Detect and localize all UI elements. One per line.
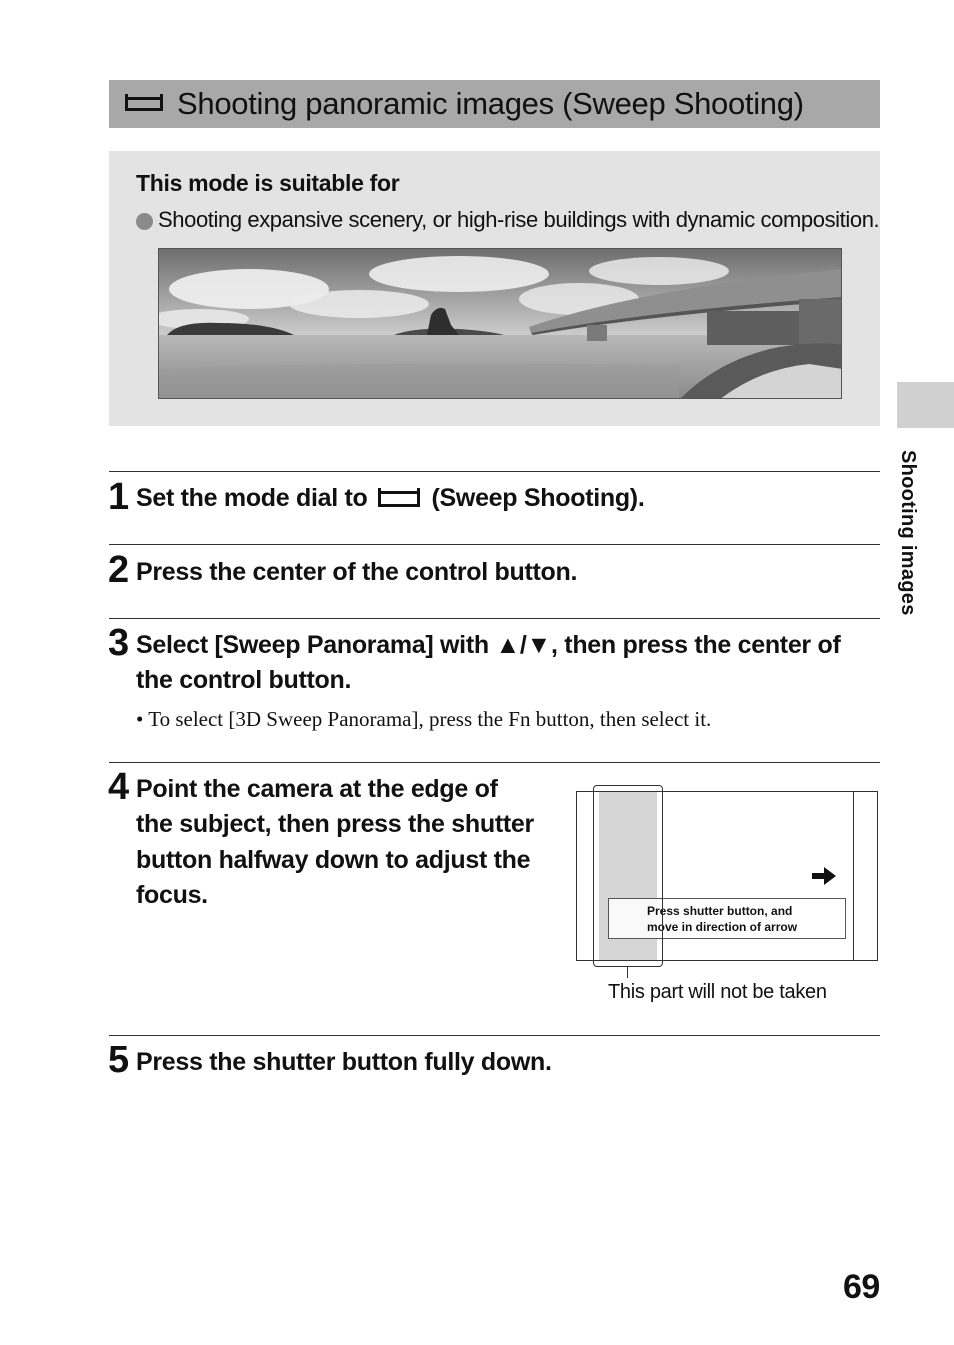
sweep-panorama-icon — [378, 489, 420, 509]
section-title-bar — [109, 80, 880, 128]
step-2-text: Press the center of the control button. — [136, 558, 578, 586]
step-1-text — [136, 481, 644, 516]
step-divider — [109, 618, 880, 619]
step-1-text-after: (Sweep Shooting). — [431, 484, 645, 512]
section-title: Shooting panoramic images (Sweep Shooting) — [177, 86, 804, 121]
step-number: 5 — [108, 1039, 129, 1081]
step-divider — [109, 544, 880, 545]
untaken-area-highlight — [593, 785, 663, 967]
step-3-text-line1: Select [Sweep Panorama] with ▲/▼, then press the center of — [136, 631, 841, 659]
guidance-message-line: move in direction of arrow — [647, 920, 798, 934]
panorama-photo — [158, 248, 842, 399]
step-number: 3 — [108, 622, 129, 664]
step-3-text-line2: the control button. — [136, 666, 352, 694]
chapter-tab — [897, 382, 954, 428]
step-4-text-line: Point the camera at the edge of — [136, 775, 498, 803]
callout-line — [627, 967, 628, 978]
sweep-panorama-icon — [125, 95, 163, 113]
suitable-for-heading: This mode is suitable for — [136, 170, 400, 196]
right-arrow-icon — [810, 864, 838, 888]
step-divider — [109, 762, 880, 763]
step-divider — [109, 471, 880, 472]
step-4-text-line: button halfway down to adjust the — [136, 846, 531, 874]
suitable-for-text: Shooting expansive scenery, or high-rise buildings with dynamic composition. — [158, 207, 880, 232]
step-4-text-line: focus. — [136, 881, 208, 909]
step-4-text-line: the subject, then press the shutter — [136, 810, 534, 838]
suitable-for-item — [136, 207, 879, 233]
screen-edge-line — [853, 792, 854, 960]
step-5-text: Press the shutter button fully down. — [136, 1048, 552, 1076]
callout-label: This part will not be taken — [608, 981, 827, 1003]
step-number: 1 — [108, 476, 129, 518]
step-1-text-before: Set the mode dial to — [136, 484, 368, 512]
step-number: 2 — [108, 549, 129, 591]
step-number: 4 — [108, 766, 129, 808]
step-divider — [109, 1035, 880, 1036]
bullet-dot-icon — [136, 213, 153, 230]
step-3-note: • To select [3D Sweep Panorama], press the Fn button, then select it. — [136, 707, 712, 731]
chapter-label: Shooting images — [897, 450, 919, 616]
page-number: 69 — [843, 1268, 880, 1306]
guidance-message-line: Press shutter button, and — [647, 904, 793, 918]
